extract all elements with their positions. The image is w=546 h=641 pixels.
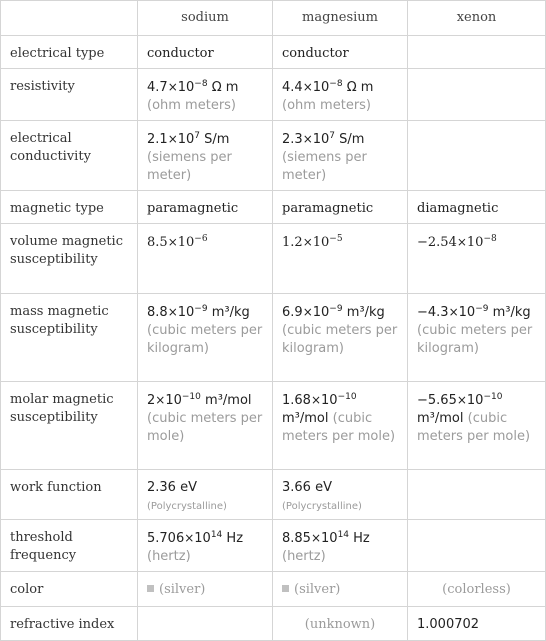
- row-label: refractive index: [1, 607, 138, 641]
- row-label: color: [1, 572, 138, 607]
- row-work-function: [1, 470, 546, 520]
- cell-value: [408, 36, 546, 69]
- mantissa: 6.9: [282, 305, 303, 320]
- unit: m³/kg: [346, 305, 385, 320]
- exponent: −8: [329, 79, 343, 89]
- cell-value: 1.000702: [408, 607, 546, 641]
- row-label: electrical conductivity: [1, 121, 138, 191]
- color-swatch: [282, 585, 289, 592]
- cell-value: $2\times 10^{-10}$ m³/mol (cubic meters per mole): [138, 382, 273, 470]
- unit-description: (cubic meters per kilogram): [282, 323, 398, 356]
- exponent: 7: [329, 131, 336, 141]
- unit-description: (ohm meters): [282, 98, 372, 113]
- unit: Ω m: [346, 80, 374, 95]
- unit-description: (siemens per meter): [147, 150, 232, 183]
- exponent: −6: [194, 234, 208, 244]
- mantissa: 4.7: [147, 80, 168, 95]
- color-name: (colorless): [442, 582, 511, 597]
- unit: Hz: [353, 531, 370, 546]
- cell-value: [138, 607, 273, 641]
- row-threshold-frequency: [1, 520, 546, 572]
- value: 3.66 eV: [282, 480, 332, 495]
- exponent: −9: [475, 304, 489, 314]
- exponent: −5: [329, 234, 343, 244]
- row-label: magnetic type: [1, 191, 138, 224]
- cell-value: diamagnetic: [408, 191, 546, 224]
- unit-description: (hertz): [282, 549, 326, 564]
- exponent: −8: [483, 234, 497, 244]
- cell-value: $-2.54\times 10^{-8}$: [408, 224, 546, 294]
- unit: m³/mol: [205, 393, 252, 408]
- unit-description: (siemens per meter): [282, 150, 367, 183]
- exponent: −9: [329, 304, 343, 314]
- exponent: −8: [194, 79, 208, 89]
- unit: Ω m: [211, 80, 239, 95]
- cell-value: paramagnetic: [138, 191, 273, 224]
- row-label: volume magnetic susceptibility: [1, 224, 138, 294]
- unit: Hz: [226, 531, 244, 546]
- mantissa: −4.3: [417, 305, 449, 320]
- cell-value: [273, 572, 408, 607]
- mantissa: 4.4: [282, 80, 303, 95]
- row-label: threshold frequency: [1, 520, 138, 572]
- column-header-xenon: xenon: [408, 1, 546, 36]
- mantissa: 2: [147, 393, 156, 408]
- unit-description: (cubic meters per mole): [147, 411, 263, 444]
- cell-value: $8.5\times 10^{-6}$: [138, 224, 273, 294]
- unit-description: (hertz): [147, 549, 191, 564]
- unit: m³/kg: [492, 305, 531, 320]
- cell-value: $1.2\times 10^{-5}$: [273, 224, 408, 294]
- color-name: (silver): [159, 582, 206, 597]
- mantissa: 1.68: [282, 393, 311, 408]
- row-volume-magnetic-susceptibility: [1, 224, 546, 294]
- mantissa: 1.2: [282, 235, 303, 250]
- cell-value: $1.68\times 10^{-10}$ m³/mol (cubic meters per mole): [273, 382, 408, 470]
- color-name: (silver): [294, 582, 341, 597]
- mantissa: 5.706: [147, 531, 185, 546]
- row-mass-magnetic-susceptibility: [1, 294, 546, 382]
- exponent: −10: [181, 392, 201, 402]
- row-label: electrical type: [1, 36, 138, 69]
- value: 2.36 eV: [147, 480, 197, 495]
- cell-value: [408, 69, 546, 121]
- cell-value: $8.85\times 10^{14}$ Hz (hertz): [273, 520, 408, 572]
- corner-header: [1, 1, 138, 36]
- exponent: 7: [194, 131, 201, 141]
- mantissa: 2.3: [282, 132, 303, 147]
- exponent: −10: [483, 392, 503, 402]
- row-label: work function: [1, 470, 138, 520]
- unit: S/m: [339, 132, 365, 147]
- cell-value: [408, 470, 546, 520]
- row-resistivity: [1, 69, 546, 121]
- unknown-value: (unknown): [304, 617, 376, 632]
- header-row: [1, 1, 546, 36]
- cell-value: [408, 121, 546, 191]
- exponent: −9: [194, 304, 208, 314]
- cell-value: $-5.65\times 10^{-10}$ m³/mol (cubic meters per mole): [408, 382, 546, 470]
- cell-value: conductor: [273, 36, 408, 69]
- unit-description: (cubic meters per kilogram): [147, 323, 263, 356]
- cell-value: [273, 470, 408, 520]
- cell-value: $4.4\times 10^{-8}$ Ω m (ohm meters): [273, 69, 408, 121]
- row-electrical-conductivity: [1, 121, 546, 191]
- cell-value: [408, 520, 546, 572]
- mantissa: −5.65: [417, 393, 457, 408]
- unit: m³/kg: [211, 305, 250, 320]
- unit: S/m: [204, 132, 230, 147]
- note: (Polycrystalline): [147, 501, 227, 512]
- cell-value: $2.3\times 10^7$ S/m (siemens per meter): [273, 121, 408, 191]
- row-label: resistivity: [1, 69, 138, 121]
- unit: m³/mol: [282, 411, 329, 426]
- row-molar-magnetic-susceptibility: [1, 382, 546, 470]
- unit-description: (cubic meters per kilogram): [417, 323, 533, 356]
- unit: m³/mol: [417, 411, 464, 426]
- column-header-sodium: sodium: [138, 1, 273, 36]
- row-color: [1, 572, 546, 607]
- mantissa: 2.1: [147, 132, 168, 147]
- unit-description: (cubic meters per mole): [282, 411, 396, 444]
- mantissa: 8.85: [282, 531, 311, 546]
- cell-value: [408, 572, 546, 607]
- cell-value: $8.8\times 10^{-9}$ m³/kg (cubic meters per kilogram): [138, 294, 273, 382]
- cell-value: $4.7\times 10^{-8}$ Ω m (ohm meters): [138, 69, 273, 121]
- cell-value: [138, 572, 273, 607]
- unit-description: (cubic meters per mole): [417, 411, 531, 444]
- row-electrical-type: [1, 36, 546, 69]
- mantissa: −2.54: [417, 235, 457, 250]
- mantissa: 8.5: [147, 235, 168, 250]
- column-header-magnesium: magnesium: [273, 1, 408, 36]
- exponent: −10: [337, 392, 357, 402]
- color-swatch: [147, 585, 154, 592]
- exponent: 14: [337, 530, 350, 540]
- mantissa: 8.8: [147, 305, 168, 320]
- cell-value: paramagnetic: [273, 191, 408, 224]
- unit-description: (ohm meters): [147, 98, 237, 113]
- cell-value: $2.1\times 10^7$ S/m (siemens per meter): [138, 121, 273, 191]
- cell-value: $-4.3\times 10^{-9}$ m³/kg (cubic meters per kilogram): [408, 294, 546, 382]
- note: (Polycrystalline): [282, 501, 362, 512]
- exponent: 14: [210, 530, 223, 540]
- cell-value: [273, 607, 408, 641]
- row-label: molar magnetic susceptibility: [1, 382, 138, 470]
- cell-value: $5.706\times 10^{14}$ Hz (hertz): [138, 520, 273, 572]
- cell-value: conductor: [138, 36, 273, 69]
- row-magnetic-type: [1, 191, 546, 224]
- cell-value: $6.9\times 10^{-9}$ m³/kg (cubic meters per kilogram): [273, 294, 408, 382]
- row-label: mass magnetic susceptibility: [1, 294, 138, 382]
- cell-value: [138, 470, 273, 520]
- row-refractive-index: [1, 607, 546, 641]
